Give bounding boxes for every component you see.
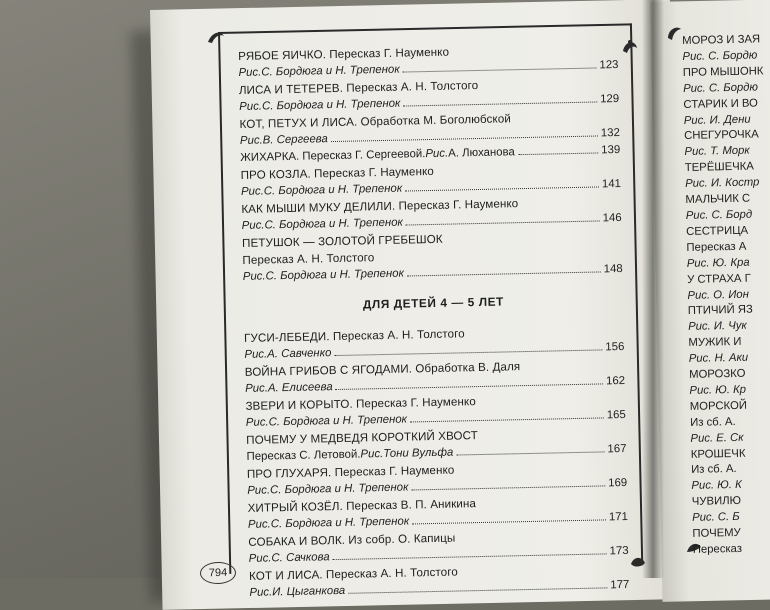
- entry-title: КАК МЫШИ МУКУ ДЕЛИЛИ. Пересказ Г. Науменко: [241, 197, 519, 216]
- page-ref: 156: [605, 340, 625, 354]
- right-toc-line: Рис. С. Б: [692, 511, 740, 525]
- illustrator-name: Тони Вульфа: [383, 446, 454, 461]
- right-toc-line: Рис. О. Ион: [687, 288, 749, 302]
- right-toc-line: МОРОЗ И ЗАЯ: [682, 33, 761, 47]
- toc-entry: [242, 227, 623, 286]
- entry-title: РЯБОЕ ЯИЧКО. Пересказ Г. Науменко: [238, 45, 450, 63]
- illustrator-label: Рис.: [425, 147, 449, 161]
- dot-leader: [405, 186, 599, 191]
- illustrator-name: С. Бордюга и Н. Трепенок: [269, 481, 409, 497]
- entry-title: ВОЙНА ГРИБОВ С ЯГОДАМИ. Обработка В. Даля: [244, 360, 521, 379]
- dot-leader: [411, 485, 605, 490]
- page-ref: 173: [609, 544, 629, 558]
- right-toc-line: Из сб. А.: [690, 415, 736, 429]
- table-of-contents: [238, 40, 630, 602]
- page-ref: 162: [605, 374, 626, 388]
- illustrator-label: Рис.: [242, 270, 266, 283]
- page-ref: 171: [608, 510, 629, 524]
- entry-title: ГУСИ-ЛЕБЕДИ. Пересказ А. Н. Толстого: [243, 327, 465, 345]
- page-ref: 148: [603, 262, 623, 276]
- entry-title: ПОЧЕМУ У МЕДВЕДЯ КОРОТКИЙ ХВОСТ: [246, 429, 478, 447]
- entry-title: ПРО КОЗЛА. Пересказ Г. Науменко: [240, 164, 435, 182]
- right-toc-line: У СТРАХА Г: [687, 272, 751, 286]
- right-toc-line: Рис. И. Чук: [688, 320, 747, 334]
- dot-leader: [403, 67, 597, 72]
- illustrator-name: С. Бордюга и Н. Трепенок: [261, 63, 400, 79]
- illustrator-name: С. Бордюга и Н. Трепенок: [261, 97, 401, 113]
- page-ref: 146: [602, 212, 622, 225]
- dot-leader: [331, 135, 598, 142]
- illustrator-label: Рис.: [240, 185, 264, 198]
- corner-ornament-icon: [628, 552, 648, 572]
- book-gutter: [642, 0, 664, 578]
- right-toc-line: Рис. Т. Морк: [684, 144, 750, 159]
- right-toc-line: ПРО МЫШОНК: [682, 65, 764, 79]
- illustrator-name: В. Сергеева: [262, 133, 328, 147]
- dot-leader: [334, 349, 602, 356]
- right-toc-line: СТАРИК И ВО: [683, 97, 759, 111]
- right-toc-line: Рис. Н. Аки: [688, 351, 749, 366]
- illustrator-label: Рис.: [238, 66, 262, 79]
- illustrator-label: Рис.: [245, 416, 269, 429]
- illustrator-label: Рис.: [239, 134, 263, 147]
- illustrator-name: С. Бордюга и Н. Трепенок: [268, 413, 408, 429]
- right-toc-line: Рис. С. Борд: [685, 208, 753, 222]
- dot-leader: [406, 220, 600, 225]
- right-toc-line: Рис. Е. Ск: [690, 431, 744, 445]
- page-ref: 177: [610, 578, 630, 592]
- right-toc-line: Рис. И. Костр: [685, 176, 760, 191]
- dot-leader: [412, 519, 606, 524]
- right-toc-line: МАЛЬЧИК С: [685, 192, 751, 207]
- right-toc-line: МУЖИК И: [688, 336, 742, 350]
- right-toc-line: Пересказ: [692, 542, 743, 556]
- page-ref: 141: [601, 178, 622, 191]
- dot-leader: [403, 101, 597, 106]
- entry-title: ПЕТУШОК — ЗОЛОТОЙ ГРЕБЕШОК: [241, 232, 443, 250]
- right-toc-line: МОРОЗКО: [689, 367, 746, 381]
- illustrator-label: Рис.: [247, 484, 271, 497]
- page-ref: 123: [599, 59, 619, 72]
- dot-leader: [407, 271, 601, 276]
- entry-title: ЗВЕРИ И КОРЫТО. Пересказ Г. Науменко: [245, 395, 476, 413]
- right-toc-line: Рис. Ю. Кра: [686, 256, 750, 270]
- right-toc-line: КРОШЕЧК: [690, 447, 746, 461]
- illustrator-name: С. Бордюга и Н. Трепенок: [265, 267, 405, 283]
- page-ref: 132: [600, 127, 620, 140]
- illustrator-label: Рис.: [249, 586, 273, 599]
- right-toc-line: Рис. Ю. Кр: [689, 383, 747, 397]
- right-toc-line: СНЕГУРОЧКА: [684, 128, 759, 143]
- entry-subtitle: Пересказ А. Н. Толстого: [242, 251, 375, 267]
- toc-list-before: [238, 40, 623, 286]
- illustrator-label: Рис.: [247, 518, 271, 531]
- right-toc-line: Из сб. А.: [691, 463, 737, 477]
- corner-ornament-icon: [206, 26, 226, 46]
- illustrator-label: Рис.: [245, 382, 269, 395]
- illustrator-name: С. Бордюга и Н. Трепенок: [263, 182, 403, 198]
- illustrator-name: С. Сачкова: [271, 551, 330, 565]
- entry-title: ХИТРЫЙ КОЗЁЛ. Пересказ В. П. Аникина: [247, 497, 477, 515]
- dot-leader: [336, 383, 603, 390]
- right-page-toc: [682, 32, 770, 559]
- right-toc-line: Рис. И. Дени: [683, 113, 751, 127]
- dot-leader: [348, 587, 607, 593]
- page-ref: 169: [608, 476, 628, 490]
- page-ref: 139: [601, 144, 621, 157]
- right-toc-line: МОРСКОЙ: [689, 399, 748, 413]
- right-toc-line: СЕСТРИЦА: [686, 224, 749, 238]
- page-ref: 129: [600, 93, 620, 106]
- illustrator-name: И. Цыганкова: [272, 584, 346, 599]
- page-ref: 167: [607, 442, 627, 456]
- entry-title: ЖИХАРКА. Пересказ Г. Сергеевой.: [240, 148, 426, 164]
- entry-title: СОБАКА И ВОЛК. Из собр. О. Капицы: [248, 531, 456, 549]
- right-toc-line: ПОЧЕМУ: [692, 526, 741, 540]
- entry-title: КОТ, ПЕТУХ И ЛИСА. Обработка М. Боголюбской: [239, 112, 512, 131]
- page-ref: 165: [606, 408, 626, 422]
- dot-leader: [518, 152, 598, 155]
- page-number: 794: [200, 562, 236, 585]
- illustrator-name: А. Люханова: [448, 146, 515, 160]
- illustrator-label: Рис.: [248, 552, 272, 565]
- dot-leader: [456, 451, 604, 455]
- entry-title: ЛИСА И ТЕТЕРЕВ. Пересказ А. Н. Толстого: [238, 78, 479, 97]
- entry-title: КОТ И ЛИСА. Пересказ А. Н. Толстого: [248, 565, 459, 583]
- corner-ornament-icon: [664, 22, 684, 42]
- illustrator-label: Рис.: [360, 448, 384, 461]
- right-toc-line: ПТИЧИЙ ЯЗ: [687, 303, 753, 318]
- right-toc-line: Рис. Ю. К: [691, 479, 742, 493]
- illustrator-name: С. Бордюга и Н. Трепенок: [264, 216, 404, 232]
- right-toc-line: ТЕРЁШЕЧКА: [684, 160, 754, 175]
- entry-title: ПРО ГЛУХАРЯ. Пересказ Г. Науменко: [246, 463, 455, 481]
- right-toc-line: Рис. С. Бордю: [682, 49, 758, 63]
- illustrator-name: С. Бордюга и Н. Трепенок: [270, 515, 410, 531]
- illustrator-name: А. Елисеева: [267, 381, 333, 395]
- illustrator-name: А. Савченко: [267, 347, 332, 361]
- toc-list-after: [244, 322, 630, 602]
- dot-leader: [410, 417, 604, 422]
- illustrator-label: Рис.: [244, 348, 268, 361]
- illustrator-label: Рис.: [241, 219, 265, 232]
- right-toc-line: Пересказ А: [686, 240, 747, 254]
- right-toc-line: ЧУВИЛЮ: [691, 495, 742, 509]
- dot-leader: [333, 553, 607, 560]
- entry-subtitle: Пересказ С. Летовой.: [246, 448, 361, 463]
- right-toc-line: Рис. С. Бордю: [683, 81, 759, 95]
- corner-ornament-icon: [620, 36, 640, 56]
- illustrator-label: Рис.: [239, 100, 263, 113]
- section-heading: ДЛЯ ДЕТЕЙ 4 — 5 ЛЕТ: [362, 294, 505, 312]
